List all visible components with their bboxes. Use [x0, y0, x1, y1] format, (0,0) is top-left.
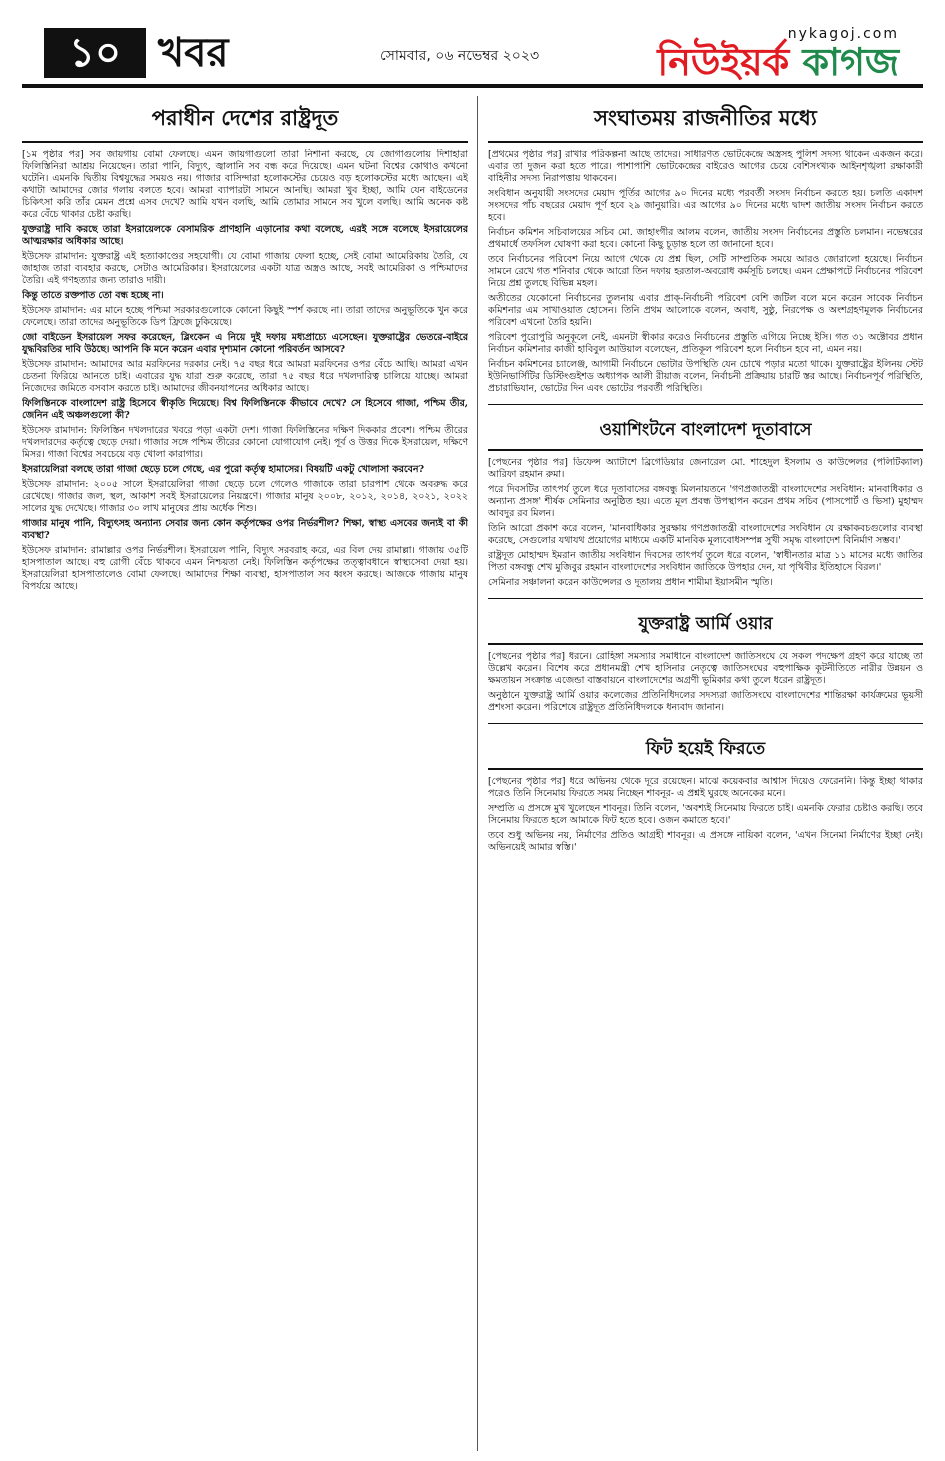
story: [488, 605, 923, 717]
paragraph: [১ম পৃষ্ঠার পর] সব জায়গায় বোমা ফেলছে। এমন জায়গাগুলো তারা নিশানা করছে, যে জোগাগুলোয় দিশাহারা ফিলিস্তিনিরা আশ্রয় নিয়েছেন। তারা পানি, বিদ্যুৎ, জ্বালানি সব বন্ধ করে দিয়েছে। এমন ঘটনা বিশ্বের কোথাও কখনো ঘটেনি। এমনকি দ্বিতীয় বিশ্বযুদ্ধের সময়ও নয়। গাজার বাসিন্দারা হলোকস্টের চেয়েও বড় হলোকস্টের মধ্যে আছেন। এই কথাটা আমাদের জোর গলায় বলতে হবে। আমরা ব্যাপারটা সামনে আনছি। আমরা খুব ইচ্ছা, আমি যেন বাইডেনের চিকিৎসা করি তাঁর মেমন প্রশ্নে এসব দেখে? আমি যখন বলছি, আমি তোমার সামনে সব খুলে বলছি। আমি অনেক কষ্ট করে বেঁচে থাকার চেষ্টা করছি।: [22, 149, 468, 220]
paragraph: ইউসেফ রামাদান: ফিলিস্তিন দখলদারের খবরে পড়া একটা দেশ। গাজা ফিলিস্তিনের দক্ষিণ দিককার প্রবেশ। পশ্চিম তীরের দখলদারদের কর্তৃত্বে ছেড়ে দেয়া। গাজার সঙ্গে পশ্চিম তীরের কোনো যোগাযোগ নেই। পূর্ব ও উত্তর দিকে ইসরায়েল, দক্ষিণে মিসর। গাজা বিশ্বের সবচেয়ে বড় খোলা কারাগার।: [22, 425, 468, 460]
paragraph: পরিবেশ পুরোপুরি অনুকূলে নেই, এমনটা স্বীকার করেও নির্বাচনের প্রস্তুতি এগিয়ে নিচ্ছে ইসি। গত ৩১ অক্টোবর প্রধান নির্বাচন কমিশনার কাজী হাবিবুল আউয়াল বলেছেন, প্রতিকূল পরিবেশ হলে নির্বাচন হবে না, এমন নয়।: [488, 332, 923, 355]
story: [488, 411, 923, 592]
paragraph: তবে শুধু অভিনয় নয়, নির্মাণের প্রতিও আগ্রহী শাবনূর। এ প্রসঙ্গে নায়িকা বলেন, 'এখন সিনেমা নির্মাণের ইচ্ছা নেই। অভিনয়েই আমার স্বস্তি।': [488, 830, 923, 853]
question: কিন্তু তাতে রক্তপাত তো বন্ধ হচ্ছে না।: [22, 290, 164, 301]
newspaper-logo: [519, 26, 899, 84]
paragraph: [পেছনের পৃষ্ঠার পর] ধরে অভিনয় থেকে দূরে রয়েছেন। মাঝে কয়েকবার আশ্বাস দিয়েও ফেরেননি। কিন্তু ইচ্ছা থাকার পরেও তিনি সিনেমায় ফিরতে সময় নিচ্ছেন শাবনূর- এ প্রশ্নই ঘুরছে অনেকের মনে।: [488, 776, 923, 799]
question: গাজার মানুষ পানি, বিদ্যুৎসহ অন্যান্য সেবার জন্য কোন কর্তৃপক্ষের ওপর নির্ভরশীল? শিক্ষা, স্বাস্থ্য এসবের জন্যই বা কী ব্যবস্থা?: [22, 518, 468, 541]
paragraph: তবে নির্বাচনের পরিবেশ নিয়ে আগে থেকে যে প্রশ্ন ছিল, সেটি সাম্প্রতিক সময়ে আরও জোরালো হয়েছে। নির্বাচন সামনে রেখে গত শনিবার থেকে আরো তিন দফায় হরতাল-অবরোধ কর্মসূচি চলছে। এমন প্রেক্ষাপটে নির্বাচনের পরিবেশ নিয়ে প্রশ্ন তুলছে বিভিন্ন মহল।: [488, 254, 923, 289]
section-name: খবর: [158, 30, 229, 76]
logo-site-url: nykagoj.com: [787, 26, 899, 42]
paragraph: [পেছনের পৃষ্ঠার পর] ডিফেন্স অ্যাটাশে ব্রিগেডিয়ার জেনারেল মো. শাহেদুল ইসলাম ও কাউন্সেলর (পলিটিক্যাল) আরিফা রহমান রুমা।: [488, 457, 923, 480]
story-body: [488, 776, 923, 857]
column-divider: [477, 96, 478, 1451]
paragraph: ইউসেফ রামাদান: ২০০৫ সালে ইসরায়েলিরা গাজা ছেড়ে চলে গেলেও গাজাকে তারা চারপাশ থেকে অবরুদ্ধ করে রেখেছে। গাজার জল, স্থল, আকাশ সবই ইসরায়েলের নিয়ন্ত্রণে। গাজার মানুষ ২০০৮, ২০১২, ২০১৪, ২০২১, ২০২২ সালের যুদ্ধ দেখেছে। গাজার ৩০ লাখ মানুষের প্রায় অর্ধেক শিশু।: [22, 479, 468, 514]
paragraph: ইউসেফ রামাদান: যুক্তরাষ্ট্র এই হত্যাকাণ্ডের সহযোগী। যে বোমা গাজায় ফেলা হচ্ছে, সেই বোমা আমেরিকায় তৈরি, যে জাহাজ তারা ব্যবহার করছে, সেটাও আমেরিকার। ইসরায়েলের একটা যাত্র অস্ত্রও আছে, সবই আমেরিকা ও পশ্চিমাদের তৈরি। এই গণহত্যার জন্য তারাও দায়ী।: [22, 251, 468, 286]
paragraph: [প্রথমের পৃষ্ঠার পর] রাখার পরিকল্পনা আছে তাদের। সাধারণত ভোটকেন্দ্রে অস্ত্রসহ পুলিশ সদস্য থাকেন একজন করে। এবার তা দুজন করা হতে পারে। পাশাপাশি ভোটকেন্দ্রের বাইরেও আগের চেয়ে বেশিসংখ্যক আইনশৃঙ্খলা রক্ষাকারী বাহিনীর সদস্য নিরাপত্তায় থাকবেন।: [488, 149, 923, 184]
story-body: [488, 149, 923, 398]
right-column: [488, 96, 923, 1451]
paragraph: তিনি আরো প্রকাশ করে বলেন, 'মানবাধিকার সুরক্ষায় গণপ্রজাতন্ত্রী বাংলাদেশের সংবিধান যে রক্ষাকবচগুলোর ব্যবস্থা করেছে, সেগুলোর যথাযথ প্রয়োগের মাধ্যমে একটি মানবিক মূল্যবোধসম্পন্ন সুখী সমৃদ্ধ বাংলাদেশ বিনির্মাণ সম্ভব।': [488, 523, 923, 546]
left-column: [22, 96, 468, 1451]
paragraph: অতীতের যেকোনো নির্বাচনের তুলনায় এবার প্রাক্-নির্বাচনী পরিবেশ বেশি জটিল বলে মনে করেন সাবেক নির্বাচন কমিশনার এম সাখাওয়াত হোসেন। তিনি প্রথম আলোকে বলেন, অবাধ, সুষ্ঠু, নিরপেক্ষ ও অংশগ্রহণমূলক নির্বাচনের পরিবেশ এখনো তৈরি হয়নি।: [488, 293, 923, 328]
paragraph: সংবিধান অনুযায়ী সংসদের মেয়াদ পূর্তির আগের ৯০ দিনের মধ্যে পরবর্তী সংসদ নির্বাচন করতে হয়। চলতি একাদশ সংসদের পাঁচ বছরের মেয়াদ পূর্ণ হবে ২৯ জানুয়ারি। এর আগের ৯০ দিনের মধ্যে দ্বাদশ জাতীয় সংসদ নির্বাচন করতে হবে।: [488, 188, 923, 223]
logo-brand: [657, 42, 899, 82]
masthead: [22, 0, 923, 84]
story-headline: যুক্তরাষ্ট্র আর্মি ওয়ার: [488, 605, 923, 645]
logo-part-2: কাগজ: [802, 40, 899, 84]
story: [488, 96, 923, 398]
columns: [22, 96, 923, 1451]
story: [488, 730, 923, 857]
story-divider: [488, 404, 923, 405]
paragraph: রাষ্ট্রদূত মোহাম্মদ ইমরান জাতীয় সংবিধান দিবসের তাৎপর্য তুলে ধরে বলেন, 'স্বাধীনতার মাত্র ১১ মাসের মধ্যে জাতির পিতা বঙ্গবন্ধু শেখ মুজিবুর রহমান বাংলাদেশের সংবিধান জাতিকে উপহার দেন, যা পৃথিবীর ইতিহাসে বিরল।': [488, 550, 923, 573]
masthead-rule: [22, 84, 923, 88]
story-body: [488, 651, 923, 717]
story-headline: সংঘাতময় রাজনীতির মধ্যে: [488, 96, 923, 143]
logo-part-1: নিউইয়র্ক: [657, 40, 790, 84]
paragraph: নির্বাচন কমিশন সচিবালয়ের সচিব মো. জাহাংগীর আলম বলেন, জাতীয় সংসদ নির্বাচনের প্রস্তুতি চলমান। নভেম্বরের প্রথমার্ধে তফসিল ঘোষণা করা হবে। কোনো কিছু চূড়ান্ত হলে তা জানানো হবে।: [488, 227, 923, 250]
paragraph: পরে দিবসটির তাৎপর্য তুলে ধরে দূতাবাসের বঙ্গবন্ধু মিলনায়তনে 'গণপ্রজাতন্ত্রী বাংলাদেশের সংবিধান: মানবাধিকার ও অন্যান্য প্রসঙ্গ' শীর্ষক সেমিনার অনুষ্ঠিত হয়। এতে মূল প্রবন্ধ উপস্থাপন করেন প্রথম সচিব (পাসপোর্ট ও ভিসা) মুহাম্মদ আবদুর রব মিলন।: [488, 484, 923, 519]
paragraph: ইউসেফ রামাদান: এর মানে হচ্ছে পশ্চিমা সরকারগুলোকে কোনো কিছুই স্পর্শ করছে না। তারা তাদের অনুভূতিকে খুন করে ফেলেছে। তারা তাদের অনুভূতিকে ডিপ ফ্রিজে ঢুকিয়েছে।: [22, 305, 468, 328]
story-divider: [488, 723, 923, 724]
paragraph: অনুষ্ঠানে যুক্তরাষ্ট্র আর্মি ওয়ার কলেজের প্রতিনিধিদলের সদস্যরা জাতিসংঘে বাংলাদেশের শান্তিরক্ষা কার্যক্রমের ভূয়সী প্রশংসা করেন। পরিশেষে রাষ্ট্রদূত প্রতিনিধিদলকে ধন্যবাদ জানান।: [488, 690, 923, 713]
question: জো বাইডেন ইসরায়েল সফর করেছেন, ব্লিংকেন এ নিয়ে দুই দফায় মধ্যপ্রাচ্যে এসেছেন। যুক্তরাষ্ট্রের ভেতরে-বাইরে যুদ্ধবিরতির দাবি উঠছে। আপনি কি মনে করেন এবার দৃশ্যমান কোনো পরিবর্তন আসবে?: [22, 332, 468, 355]
question: ফিলিস্তিনকে বাংলাদেশ রাষ্ট্র হিসেবে স্বীকৃতি দিয়েছে। বিশ্ব ফিলিস্তিনকে কীভাবে দেখে? সে হিসেবে গাজা, পশ্চিম তীর, জেনিন এই অঞ্চলগুলো কী?: [22, 398, 468, 421]
page-number: ১০: [44, 28, 146, 78]
story-body: [22, 149, 468, 596]
question: যুক্তরাষ্ট্র দাবি করছে তারা ইসরায়েলকে বেসামরিক প্রাণহানি এড়ানোর কথা বলেছে, এরই সঙ্গে বলেছে ইসরায়েলের আত্মরক্ষার অধিকার আছে।: [22, 224, 468, 247]
question: ইসরায়েলিরা বলছে তারা গাজা ছেড়ে চলে গেছে, এর পুরো কর্তৃত্ব হামাসের। বিষয়টি একটু খোলাসা করবেন?: [22, 464, 424, 475]
paragraph: সম্প্রতি এ প্রসঙ্গে মুখ খুলেছেন শাবনূর। তিনি বলেন, 'অবশ্যই সিনেমায় ফিরতে চাই। এমনকি ফেরার চেষ্টাও করছি। তবে সিনেমায় ফিরতে হলে আমাকে ফিট হতে হবে। ওজন কমাতে হবে।': [488, 803, 923, 826]
paragraph: [পেছনের পৃষ্ঠার পর] ধরনে। রোহিঙ্গা সমস্যার সমাধানে বাংলাদেশ জাতিসংঘে যে সকল পদক্ষেপ গ্রহণ করে যাচ্ছে তা উল্লেখ করেন। বিশেষ করে প্রধানমন্ত্রী শেখ হাসিনার নেতৃত্বে জাতিসংঘের বহুপাক্ষিক কূটনীতিতে নারীর উন্নয়ন ও ক্ষমতায়ন সংক্রান্ত এজেন্ডা বাস্তবায়নে বাংলাদেশের অগ্রণী ভূমিকার কথা তুলে ধরেন রাষ্ট্রদূত।: [488, 651, 923, 686]
story-body: [488, 457, 923, 592]
paragraph: সেমিনার সঞ্চালনা করেন কাউন্সেলর ও দূতালয় প্রধান শামীমা ইয়াসমীন স্মৃতি।: [488, 577, 773, 588]
paragraph: নির্বাচন কমিশনের চ্যালেঞ্জ, আগামী নির্বাচনে ভোটার উপস্থিতি যেন চোখে পড়ার মতো থাকে। যুক্তরাষ্ট্রের ইলিনয় স্টেট ইউনিভার্সিটির ডিস্টিংগুইশড অধ্যাপক আলী রীয়াজ বলেন, নির্বাচনী প্রক্রিয়ায় চারটি স্তর আছে। নির্বাচনপূর্ব পরিস্থিতি, প্রচারাভিযান, ভোটের দিন এবং ভোটের পরবর্তী পরিস্থিতি।: [488, 359, 923, 394]
issue-date: সোমবার, ০৬ নভেম্বর ২০২৩: [380, 48, 540, 64]
paragraph: ইউসেফ রামাদান: রামাল্লার ওপর নির্ভরশীল। ইসরায়েল পানি, বিদ্যুৎ সরবরাহ করে, এর বিল দেয় রামাল্লা। গাজায় ৩৫টি হাসপাতাল আছে। বহু রোগী বেঁচে থাকবে এমন নিশ্চয়তা নেই। ফিলিস্তিন কর্তৃপক্ষের তত্ত্বাবধানে স্বাস্থ্যসেবা দেয়া হয়। ইসরায়েলিরা হাসপাতালেও বোমা ফেলছে। আমাদের শিক্ষা ব্যবস্থা, হাসপাতাল সব ধ্বংস করছে। আজকে গাজায় মানুষ বিপর্যয়ে আছে।: [22, 545, 468, 592]
story-headline: ফিট হয়েই ফিরতে: [488, 730, 923, 770]
story-divider: [488, 598, 923, 599]
story-headline: পরাধীন দেশের রাষ্ট্রদূত: [22, 96, 468, 143]
paragraph: ইউসেফ রামাদান: আমাদের আর মরফিনের দরকার নেই। ৭৫ বছর ধরে আমরা মরফিনের ওপর বেঁচে আছি। আমরা এখন চেতনা ফিরিয়ে আনতে চাই। এবারের যুদ্ধ যারা শুরু করেছে, তারা ৭৫ বছর ধরে দখলদারিত্ব চালিয়ে যাচ্ছে। আমরা নিজেদের জমিতে বসবাস করতে চাই। আমাদের জীবনযাপনের অধিকার আছে।: [22, 359, 468, 394]
story-headline: ওয়াশিংটনে বাংলাদেশ দূতাবাসে: [488, 411, 923, 451]
